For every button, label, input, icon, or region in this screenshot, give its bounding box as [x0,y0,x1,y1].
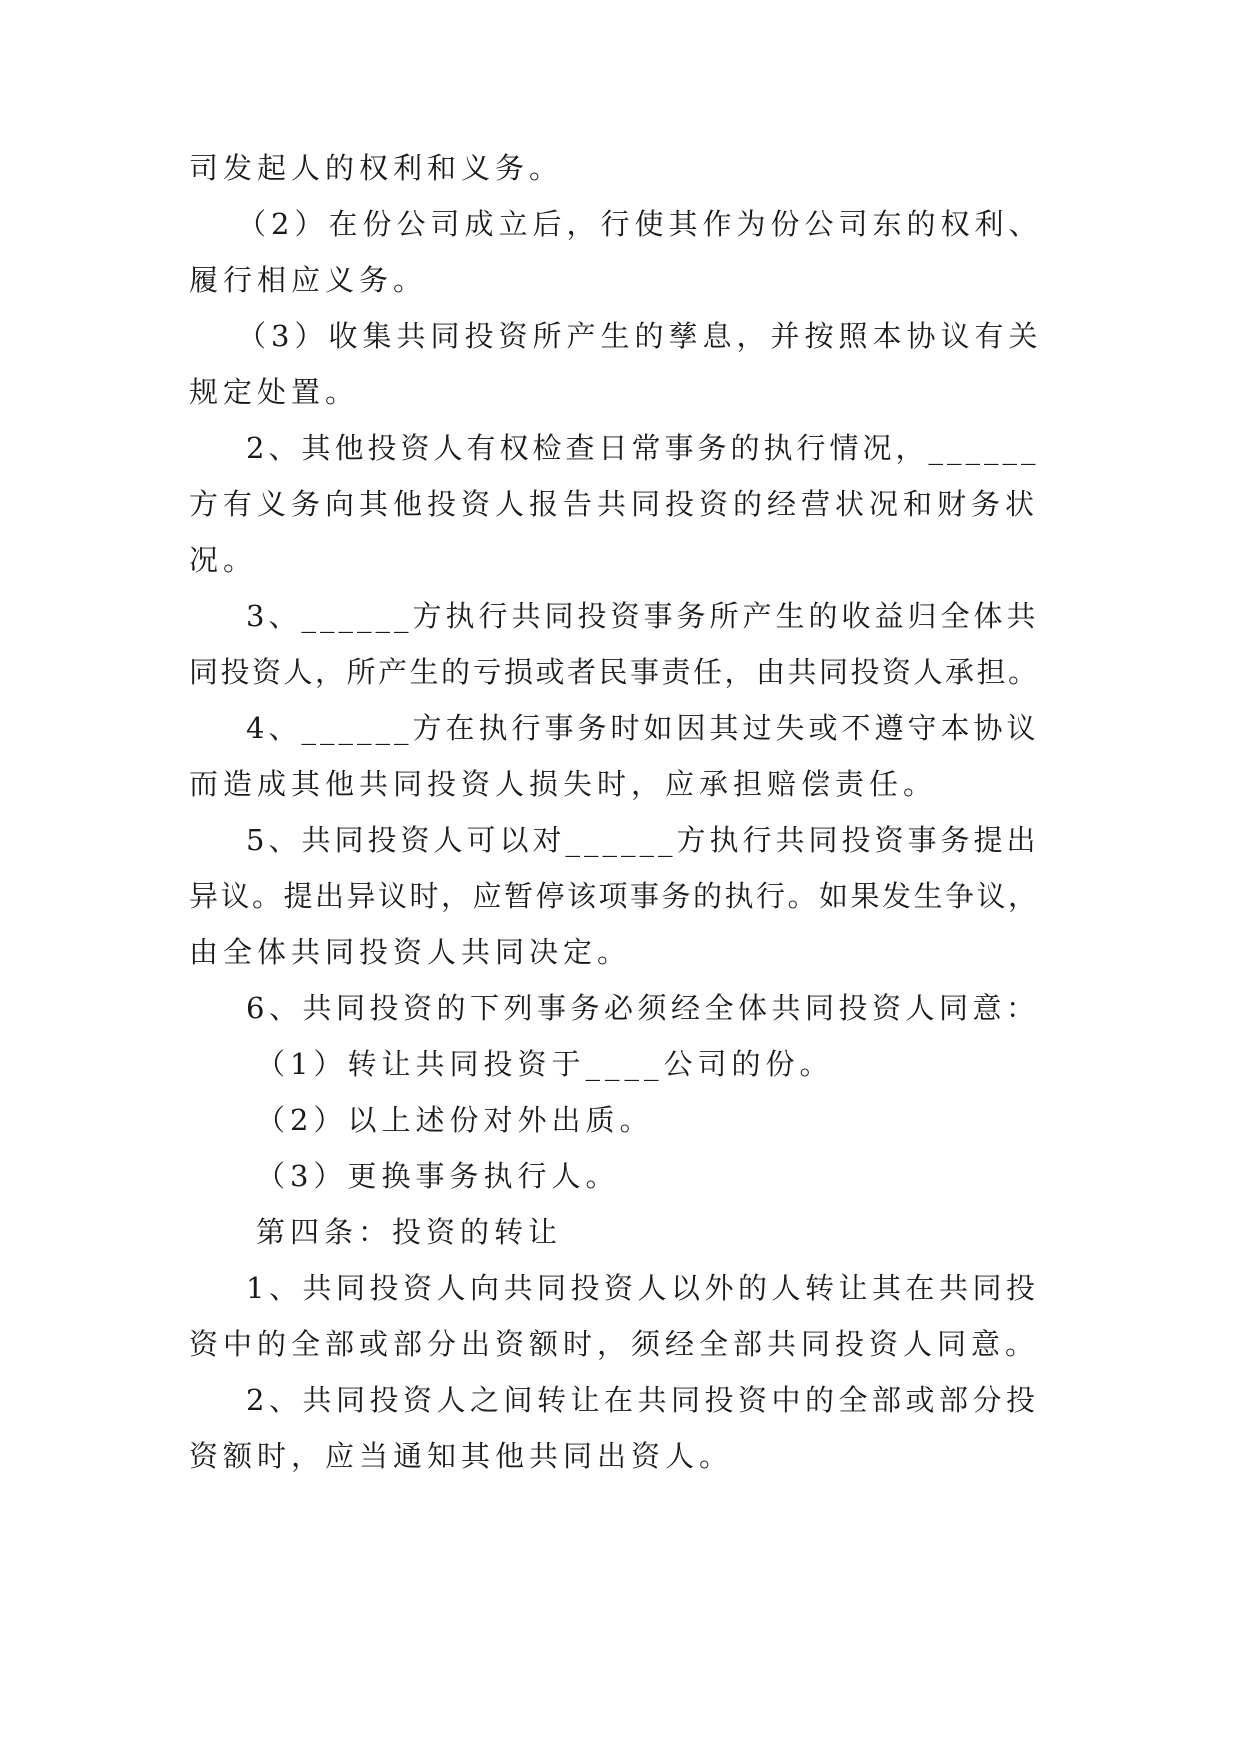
text-line-3: 履行相应义务。 [189,263,428,297]
text-line-20: 第四条：投资的转让 [256,1215,563,1249]
text-line-7: 方有义务向其他投资人报告共同投资的经营状况和财务状 [189,487,1040,521]
text-line-10: 同投资人，所产生的亏损或者民事责任，由共同投资人承担。 [189,655,1040,689]
text-line-5: 规定处置。 [189,375,360,409]
text-line-8: 况。 [189,543,258,577]
text-line-12: 而造成其他共同投资人损失时，应承担赔偿责任。 [189,767,938,801]
text-line-4: （3）收集共同投资所产生的孳息，并按照本协议有关 [237,319,1043,353]
text-line-15: 由全体共同投资人共同决定。 [189,935,632,969]
text-line-1: 司发起人的权利和义务。 [189,151,564,185]
text-line-19: （3）更换事务执行人。 [256,1159,620,1193]
text-line-18: （2）以上述份对外出质。 [256,1103,654,1137]
text-line-14: 异议。提出异议时，应暂停该项事务的执行。如果发生争议， [189,879,1040,913]
text-line-22: 资中的全部或部分出资额时，须经全部共同投资人同意。 [189,1327,1040,1361]
text-line-6: 2、其他投资人有权检查日常事务的执行情况，______ [246,431,1040,465]
text-line-24: 资额时，应当通知其他共同出资人。 [189,1439,734,1473]
text-line-23: 2、共同投资人之间转让在共同投资中的全部或部分投 [246,1383,1040,1417]
text-line-16: 6、共同投资的下列事务必须经全体共同投资人同意： [246,991,1040,1025]
text-line-2: （2）在份公司成立后，行使其作为份公司东的权利、 [237,207,1043,241]
text-line-13: 5、共同投资人可以对______方执行共同投资事务提出 [246,823,1040,857]
text-line-9: 3、______方执行共同投资事务所产生的收益归全体共 [246,599,1040,633]
text-line-21: 1、共同投资人向共同投资人以外的人转让其在共同投 [246,1271,1040,1305]
text-line-17: （1）转让共同投资于____公司的份。 [256,1047,834,1081]
text-line-11: 4、______方在执行事务时如因其过失或不遵守本协议 [246,711,1040,745]
